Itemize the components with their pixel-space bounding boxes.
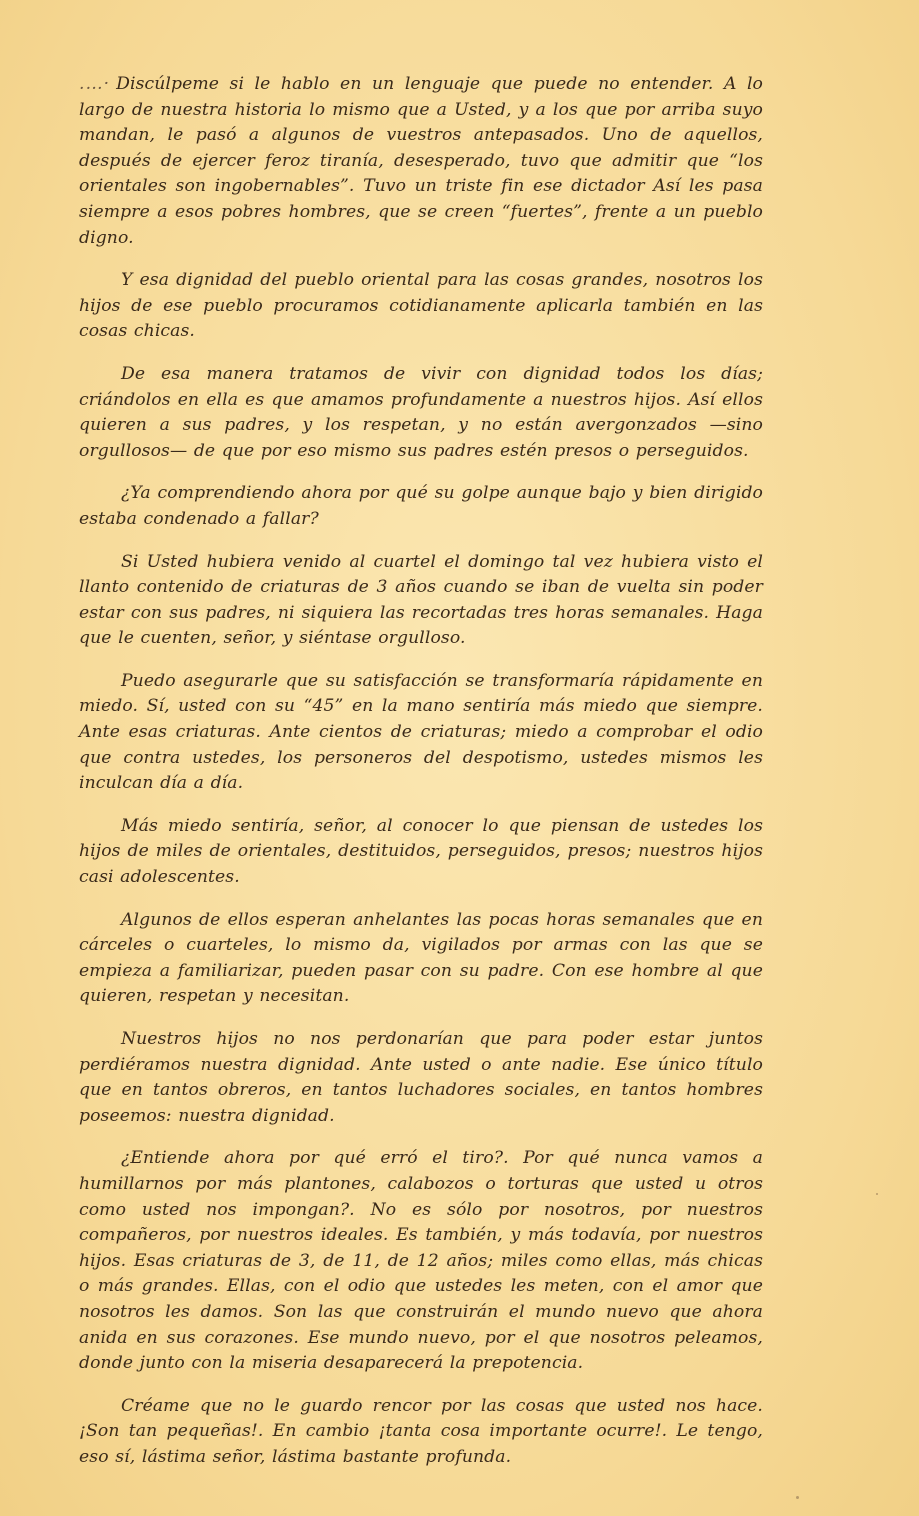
paragraph-10: ¿Entiende ahora por qué erró el tiro?. Por qué nunca vamos a humillarnos por más plantones, calabozos o torturas que usted u otros como usted nos impongan?. No es sólo por nosotros, por nuestros compañeros, por nuestros ideales. Es también, y más todavía, por nuestros hijos. Esas criaturas de 3, de 11, de 12 años; miles como ellas, más chicas o más grandes. Ellas, con el odio que ustedes les meten, con el amor que nosotros les damos. Son las que construirán el mundo nuevo que ahora anida en sus corazones. Ese mundo nuevo, por el que nosotros peleamos, donde junto con la miseria desaparecerá la prepotencia. — [79, 1148, 763, 1374]
paragraph-5: Si Usted hubiera venido al cuartel el domingo tal vez hubiera visto el llanto contenido de criaturas de 3 años cuando se iban de vuelta sin poder estar con sus padres, ni siquiera las recortadas tres horas semanales. Haga que le cuenten, señor, y siéntase orgulloso. — [79, 551, 763, 649]
paragraph-8: Algunos de ellos esperan anhelantes las pocas horas semanales que en cárceles o cuarteles, lo mismo da, vigilados por armas con las que se empieza a familiarizar, pueden pasar con su padre. Con ese hombre al que quieren, respetan y necesitan. — [79, 909, 763, 1007]
paragraph-1-text: Discúlpeme si le hablo en un lenguaje que puede no entender. A lo largo de nuestra historia lo mismo que a Usted, y a los que por arriba suyo mandan, le pasó a algunos de vuestros antepasados. Uno de aquellos, después de ejercer feroz tiranía, desesperado, tuvo que admitir que “los orientales son ingobernables”. Tuvo un triste fin ese dictador Así les pasa siempre a esos pobres hombres, que se creen “fuertes”, frente a un pueblo digno. — [79, 74, 763, 248]
paragraph-4: ¿Ya comprendiendo ahora por qué su golpe aunque bajo y bien dirigido estaba condenado a fallar? — [79, 483, 763, 529]
paper-speck — [796, 1496, 799, 1499]
paper-speck — [876, 1193, 878, 1195]
paragraph-9: Nuestros hijos no nos perdonarían que para poder estar juntos perdiéramos nuestra dignidad. Ante usted o ante nadie. Ese único título que en tantos obreros, en tantos luchadores sociales, en tantos hombres poseemos: nuestra dignidad. — [79, 1029, 763, 1126]
paragraph-7: Más miedo sentiría, señor, al conocer lo que piensan de ustedes los hijos de miles de orientales, destituidos, perseguidos, presos; nuestros hijos casi adolescentes. — [79, 815, 763, 888]
paragraph-2: Y esa dignidad del pueblo oriental para las cosas grandes, nosotros los hijos de ese pueblo procuramos cotidianamente aplicarla también en las cosas chicas. — [79, 270, 763, 342]
letter-body — [79, 72, 763, 1488]
ellipsis-mark: .…· — [79, 74, 111, 94]
paragraph-11: Créame que no le guardo rencor por las cosas que usted nos hace. ¡Son tan pequeñas!. En cambio ¡tanta cosa importante ocurre!. Le tengo, eso sí, lástima señor, lástima bastante profunda. — [79, 1395, 763, 1467]
paragraph-3: De esa manera tratamos de vivir con dignidad todos los días; criándolos en ella es que amamos profundamente a nuestros hijos. Así ellos quieren a sus padres, y los respetan, y no están avergonzados —sino orgullosos— de que por eso mismo sus padres estén presos o perseguidos. — [79, 363, 763, 461]
paragraph-6: Puedo asegurarle que su satisfacción se transformaría rápidamente en miedo. Sí, usted con su “45” en la mano sentiría más miedo que siempre. Ante esas criaturas. Ante cientos de criaturas; miedo a comprobar el odio que contra ustedes, los personeros del despotismo, ustedes mismos les inculcan día a día. — [79, 670, 763, 794]
paragraph-1 — [79, 72, 763, 251]
